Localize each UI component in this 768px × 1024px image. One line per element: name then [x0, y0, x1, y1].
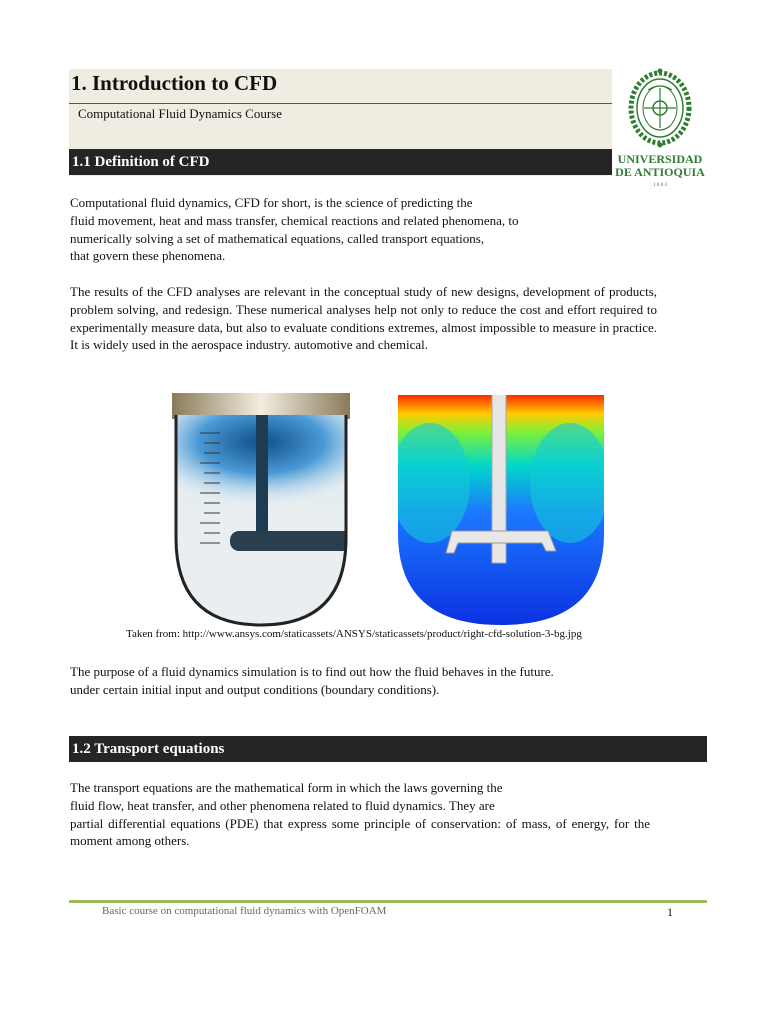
text-line: fluid movement, heat and mass transfer, chemical reactions and related phenomena, to	[70, 212, 519, 228]
logo-line1: UNIVERSIDAD	[617, 152, 703, 166]
paragraph-purpose	[70, 663, 670, 699]
paragraph-results: The results of the CFD analyses are relevant in the conceptual study of new designs, development of products, problem solving, and redesign. These numerical analyses help not only to reduce the cost and effort required to experimentally measure data, but also to evaluate conditions extremes, almost impossible to measure in practice. It is widely used in the aerospace industry. automotive and chemical.	[70, 284, 657, 353]
paragraph-transport-pde: partial differential equations (PDE) that express some principle of conservation: of mass, of energy, for the moment among others.	[70, 815, 650, 849]
section-heading-definition: 1.1 Definition of CFD	[69, 149, 612, 175]
logo-year: 1 8 0 3	[653, 183, 667, 188]
text-line: Computational fluid dynamics, CFD for short, is the science of predicting the	[70, 195, 473, 210]
text-line: The transport equations are the mathematical form in which the laws governing the	[70, 780, 503, 795]
mixing-tank-image	[170, 393, 606, 629]
logo-line2: DE ANTIOQUIA	[615, 165, 705, 179]
footer-rule	[69, 900, 707, 903]
page-title: 1. Introduction to CFD	[71, 71, 278, 95]
university-seal-icon	[614, 68, 706, 190]
figure-caption: Taken from: http://www.ansys.com/staticassets/ANSYS/staticassets/product/right-cfd-solution-3-bg.jpg	[126, 628, 582, 640]
page-number: 1	[667, 905, 673, 919]
page-subtitle: Computational Fluid Dynamics Course	[78, 106, 283, 121]
text-line: under certain initial input and output conditions (boundary conditions).	[70, 681, 440, 697]
text-line: that govern these phenomena.	[70, 248, 226, 264]
text-line: numerically solving a set of mathematical equations, called transport equations,	[70, 230, 485, 246]
text-line: The purpose of a fluid dynamics simulation is to find out how the fluid behaves in the future.	[70, 664, 554, 679]
section-heading-transport: 1.2 Transport equations	[69, 736, 707, 762]
text-line: fluid flow, heat transfer, and other phenomena related to fluid dynamics. They are	[70, 797, 495, 813]
footer-text: Basic course on computational fluid dynamics with OpenFOAM	[102, 905, 387, 917]
title-rule	[69, 103, 612, 104]
paragraph-transport-intro	[70, 779, 657, 815]
paragraph-definition	[70, 194, 670, 265]
university-logo	[614, 68, 706, 190]
cfd-comparison-figure	[170, 393, 606, 629]
